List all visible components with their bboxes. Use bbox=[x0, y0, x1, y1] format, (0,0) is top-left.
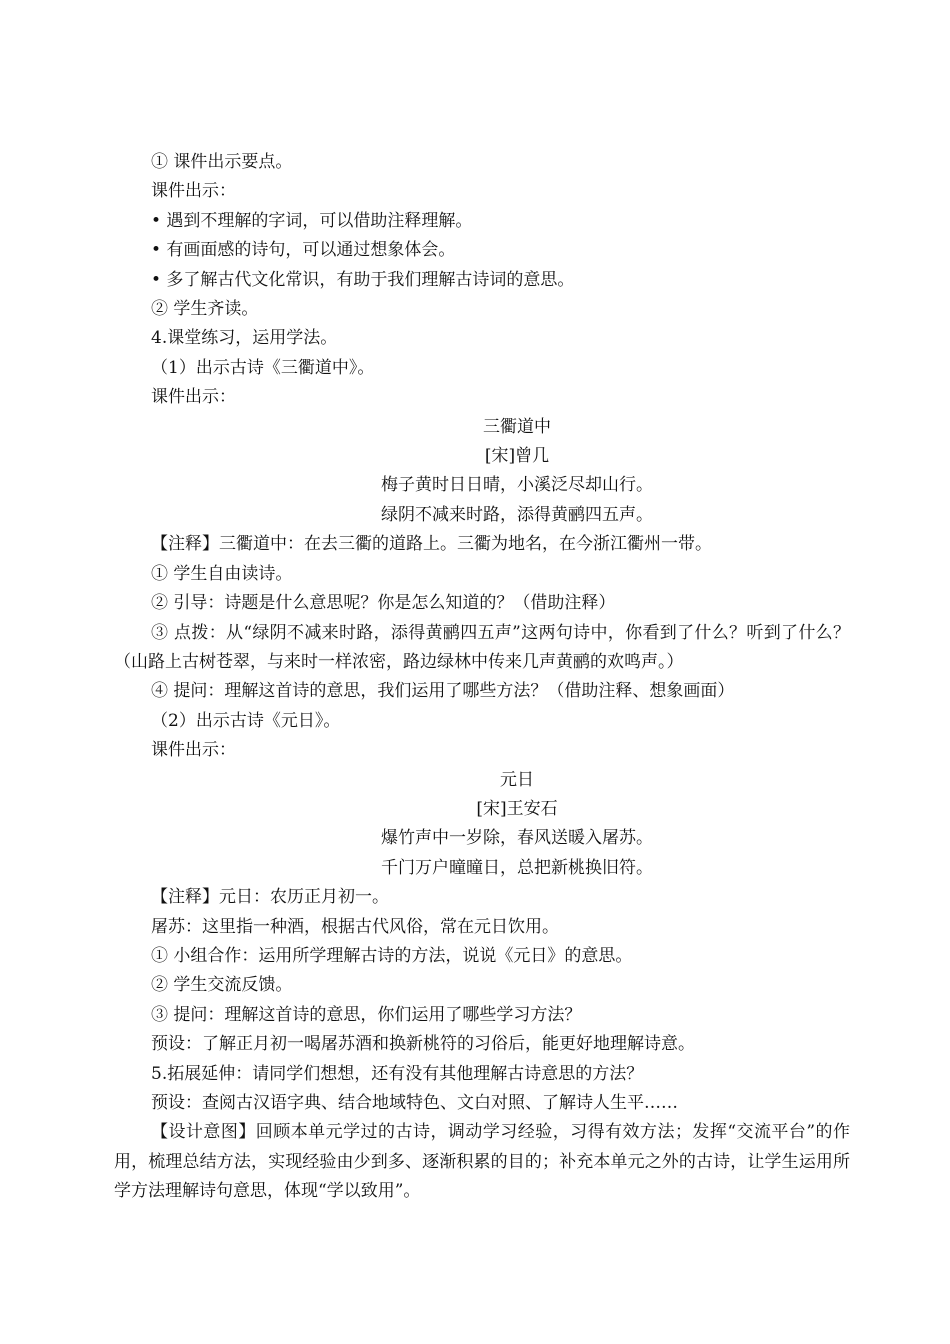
sub-heading: （2）出示古诗《元日》。 bbox=[151, 710, 341, 731]
step-item: ② 学生交流反馈。 bbox=[151, 975, 293, 996]
poem-author: [宋]王安石 bbox=[476, 798, 558, 819]
section-heading: 5.拓展延伸：请同学们想想，还有没有其他理解古诗意思的方法？ bbox=[151, 1063, 644, 1084]
poem-line: 绿阴不减来时路，添得黄鹂四五声。 bbox=[381, 504, 653, 525]
step-item: ① 小组合作：运用所学理解古诗的方法，说说《元日》的意思。 bbox=[151, 945, 633, 966]
bullet-item: • 有画面感的诗句，可以通过想象体会。 bbox=[151, 240, 456, 261]
poem-title: 三衢道中 bbox=[483, 416, 551, 437]
courseware-label: 课件出示： bbox=[151, 181, 236, 202]
preset-answer: 预设：了解正月初一喝屠苏酒和换新桃符的习俗后，能更好地理解诗意。 bbox=[151, 1034, 695, 1055]
step-item: ① 学生自由读诗。 bbox=[151, 563, 293, 584]
step-item: ② 引导：诗题是什么意思呢？你是怎么知道的？（借助注释） bbox=[151, 593, 616, 614]
step-courseware-points: ① 课件出示要点。 bbox=[151, 152, 293, 172]
poem-line: 千门万户曈曈日，总把新桃换旧符。 bbox=[381, 857, 653, 878]
step-item: ④ 提问：理解这首诗的意思，我们运用了哪些方法？（借助注释、想象画面） bbox=[151, 681, 735, 702]
poem-author: [宋]曾几 bbox=[484, 446, 550, 467]
step-item: ③ 点拨：从“绿阴不减来时路，添得黄鹂四五声”这两句诗中，你看到了什么？听到了什么？（山路上古树苍翠，与来时一样浓密，路边绿林中传来几声黄鹂的欢鸣声。） bbox=[114, 622, 850, 672]
poem-line: 梅子黄时日日晴，小溪泛尽却山行。 bbox=[381, 475, 653, 496]
annotation: 屠苏：这里指一种酒，根据古代风俗，常在元日饮用。 bbox=[151, 916, 559, 937]
step-item: ③ 提问：理解这首诗的意思，你们运用了哪些学习方法？ bbox=[151, 1004, 582, 1025]
sub-heading: （1）出示古诗《三衢道中》。 bbox=[151, 357, 375, 378]
step-read-aloud: ② 学生齐读。 bbox=[151, 299, 259, 320]
annotation: 【注释】元日：农历正月初一。 bbox=[151, 887, 389, 908]
bullet-item: • 多了解古代文化常识，有助于我们理解古诗词的意思。 bbox=[151, 269, 575, 290]
section-heading: 4.课堂练习，运用学法。 bbox=[151, 328, 338, 349]
preset-answer: 预设：查阅古汉语字典、结合地域特色、文白对照、了解诗人生平…… bbox=[151, 1093, 678, 1113]
design-intent: 【设计意图】回顾本单元学过的古诗，调动学习经验，习得有效方法；发挥“交流平台”的作用，梳理总结方法，实现经验由少到多、逐渐积累的目的；补充本单元之外的古诗，让学生运用所学方法理解诗句意思，体现“学以致用”。 bbox=[114, 1122, 850, 1202]
bullet-item: • 遇到不理解的字词，可以借助注释理解。 bbox=[151, 210, 473, 231]
poem-title: 元日 bbox=[500, 769, 534, 790]
document-body bbox=[114, 148, 850, 1207]
courseware-label: 课件出示： bbox=[151, 387, 236, 408]
poem-line: 爆竹声中一岁除，春风送暖入屠苏。 bbox=[381, 828, 653, 849]
courseware-label: 课件出示： bbox=[151, 740, 236, 761]
annotation: 【注释】三衢道中：在去三衢的道路上。三衢为地名，在今浙江衢州一带。 bbox=[151, 534, 712, 555]
